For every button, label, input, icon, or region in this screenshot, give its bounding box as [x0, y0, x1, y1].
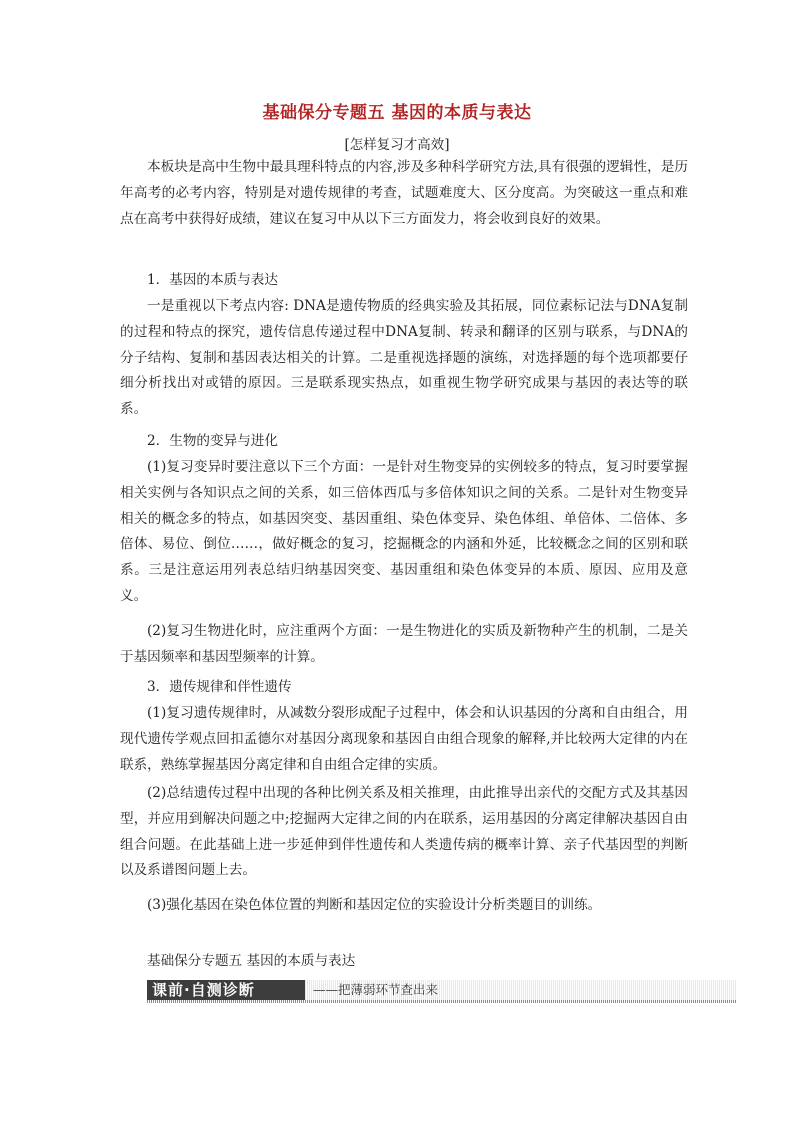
section-paragraph: (2)总结遗传过程中出现的各种比例关系及相关推理，由此推导出亲代的交配方式及其基因型，并应用到解决问题之中;挖掘两大定律之间的内在联系，运用基因的分离定律解决基因自由组合问题。在此基础上进一步延伸到伴性遗传和人类遗传病的概率计算、亲子代基因型的判断以及系谱图问题上去。	[120, 785, 688, 879]
section-paragraph: 一是重视以下考点内容: DNA是遗传物质的经典实验及其拓展，同位素标记法与DNA复制的过程和特点的探究，遗传信息传递过程中DNA复制、转录和翻译的区别与联系，与DNA的分子结构、复制和基因表达相关的计算。二是重视选择题的演练，对选择题的每个选项都要仔细分析找出对或错的原因。三是联系现实热点，如重视生物学研究成果与基因的表达等的联系。	[120, 298, 688, 418]
section-heading: 2．生物的变异与进化	[147, 433, 278, 449]
page-subtitle: [怎样复习才高效]	[344, 137, 450, 153]
pre-class-banner	[147, 978, 737, 1002]
section-footer-title: 基础保分专题五 基因的本质与表达	[147, 953, 356, 969]
banner-tagline: ——把薄弱环节查出来	[313, 982, 439, 997]
section-paragraph: (1)复习遗传规律时，从减数分裂形成配子过程中，体会和认识基因的分离和自由组合，用现代遗传学观点回扣孟德尔对基因分离现象和基因自由组合现象的解释,并比较两大定律的内在联系，熟练掌握基因分离定律和自由组合定律的实质。	[120, 705, 688, 773]
section-paragraph: (2)复习生物进化时，应注重两个方面：一是生物进化的实质及新物种产生的机制，二是关于基因频率和基因型频率的计算。	[120, 623, 688, 665]
intro-paragraph: 本板块是高中生物中最具理科特点的内容,涉及多种科学研究方法,具有很强的逻辑性，是历年高考的必考内容，特别是对遗传规律的考查，试题难度大、区分度高。为突破这一重点和难点在高考中获得好成绩，建议在复习中从以下三方面发力，将会收到良好的效果。	[120, 159, 688, 227]
section-paragraph: (1)复习变异时要注意以下三个方面：一是针对生物变异的实例较多的特点，复习时要掌握相关实例与各知识点之间的关系，如三倍体西瓜与多倍体知识之间的关系。二是针对生物变异相关的概念多的特点，如基因突变、基因重组、染色体变异、染色体组、单倍体、二倍体、多倍体、易位、倒位……，做好概念的复习，挖掘概念的内涵和外延，比较概念之间的区别和联系。三是注意运用列表总结归纳基因突变、基因重组和染色体变异的本质、原因、应用及意义。	[120, 459, 688, 604]
banner-rule	[147, 1000, 737, 1003]
section-paragraph: (3)强化基因在染色体位置的判断和基因定位的实验设计分析类题目的训练。	[147, 897, 602, 913]
section-heading: 1．基因的本质与表达	[147, 272, 278, 288]
section-heading: 3．遗传规律和伴性遗传	[147, 679, 292, 695]
page-title: 基础保分专题五 基因的本质与表达	[262, 103, 532, 123]
banner-label: 课前·自测诊断	[147, 980, 305, 1000]
